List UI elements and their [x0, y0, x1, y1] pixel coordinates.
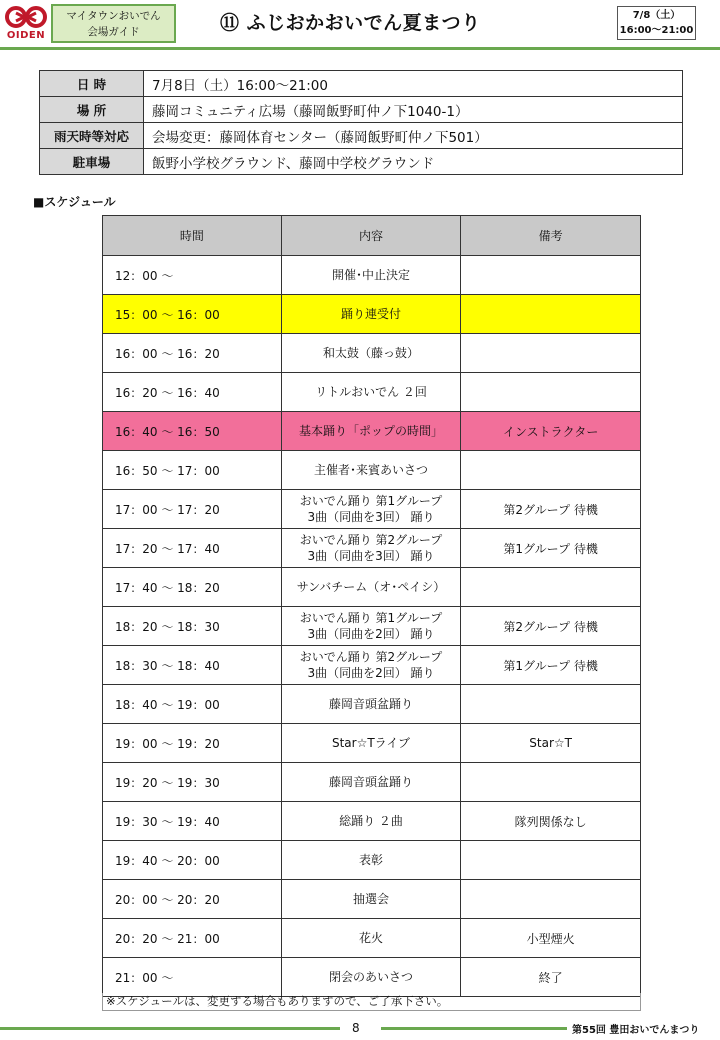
schedule-content [281, 685, 461, 724]
info-value: 会場変更：藤岡体育センター（藤岡飯野町仲ノ下501） [144, 123, 683, 149]
schedule-content-line: 踊り連受付 [340, 307, 401, 321]
schedule-row [103, 334, 641, 373]
header-content: 内容 [281, 216, 461, 256]
schedule-note [461, 295, 641, 334]
schedule-content-line: 藤岡音頭盆踊り [328, 697, 413, 711]
schedule-row [103, 451, 641, 490]
schedule-content [281, 841, 461, 880]
schedule-content [281, 568, 461, 607]
venue-guide-label [51, 4, 176, 43]
schedule-row [103, 958, 641, 997]
schedule-content [281, 724, 461, 763]
guide-line-1: マイタウンおいでん [66, 10, 161, 22]
schedule-row [103, 880, 641, 919]
schedule-header-row [103, 216, 641, 256]
schedule-note: 第1グループ 待機 [461, 646, 641, 685]
footer-title: 第55回 豊田おいでんまつり [572, 1025, 700, 1036]
schedule-time: 16：50 〜 17：00 [103, 451, 282, 490]
event-date-box [617, 6, 696, 40]
info-label: 駐車場 [40, 149, 144, 175]
info-value: 藤岡コミュニティ広場（藤岡飯野町仲ノ下1040-1） [144, 97, 683, 123]
schedule-content [281, 451, 461, 490]
schedule-content-line: 総踊り ２曲 [339, 814, 403, 828]
schedule-note [461, 763, 641, 802]
schedule-row [103, 568, 641, 607]
schedule-time: 20：00 〜 20：20 [103, 880, 282, 919]
schedule-time: 19：30 〜 19：40 [103, 802, 282, 841]
schedule-content-line: サンバチーム（オ･ペイシ） [296, 580, 446, 594]
schedule-row [103, 724, 641, 763]
schedule-content-line: 花火 [358, 931, 383, 945]
schedule-note: インストラクター [461, 412, 641, 451]
schedule-row [103, 802, 641, 841]
schedule-row [103, 373, 641, 412]
schedule-note [461, 256, 641, 295]
schedule-content-line: 主催者･来賓あいさつ [313, 463, 428, 477]
schedule-content-line: 基本踊り「ポップの時間」 [298, 424, 443, 438]
footer-divider-right [381, 1027, 567, 1030]
page-number: 8 [352, 1021, 360, 1035]
schedule-time: 17：40 〜 18：20 [103, 568, 282, 607]
schedule-row [103, 607, 641, 646]
schedule-content-line: 3曲（同曲を2回） 踊り [307, 666, 435, 680]
schedule-content [281, 256, 461, 295]
schedule-row [103, 412, 641, 451]
schedule-note [461, 880, 641, 919]
schedule-time: 17：20 〜 17：40 [103, 529, 282, 568]
info-label: 日 時 [40, 71, 144, 97]
schedule-note: 終了 [461, 958, 641, 997]
schedule-time: 19：00 〜 19：20 [103, 724, 282, 763]
schedule-row [103, 919, 641, 958]
schedule-content-line: 表彰 [358, 853, 383, 867]
schedule-row [103, 646, 641, 685]
schedule-content-line: リトルおいでん ２回 [315, 385, 427, 399]
info-row [40, 71, 683, 97]
schedule-time: 16：40 〜 16：50 [103, 412, 282, 451]
schedule-content-line: 3曲（同曲を3回） 踊り [307, 549, 435, 563]
schedule-row [103, 685, 641, 724]
schedule-time: 18：20 〜 18：30 [103, 607, 282, 646]
schedule-note: 第2グループ 待機 [461, 607, 641, 646]
schedule-note [461, 334, 641, 373]
event-info-table [39, 70, 683, 175]
schedule-time: 16：20 〜 16：40 [103, 373, 282, 412]
schedule-content-line: 3曲（同曲を2回） 踊り [307, 627, 435, 641]
info-label: 雨天時等対応 [40, 123, 144, 149]
schedule-note: Star☆T [461, 724, 641, 763]
footer-divider-left [0, 1027, 340, 1030]
schedule-row [103, 763, 641, 802]
header-time: 時間 [103, 216, 282, 256]
logo-text: OIDEN [6, 30, 46, 41]
schedule-content-line: おいでん踊り 第2グループ [299, 650, 443, 664]
schedule-note [461, 841, 641, 880]
schedule-time: 20：20 〜 21：00 [103, 919, 282, 958]
schedule-time: 12：00 〜 [103, 256, 282, 295]
schedule-note [461, 373, 641, 412]
info-row [40, 97, 683, 123]
schedule-content-line: おいでん踊り 第1グループ [299, 611, 443, 625]
schedule-row [103, 490, 641, 529]
schedule-content-line: Star☆Tライブ [331, 736, 410, 750]
schedule-content-line: おいでん踊り 第1グループ [299, 494, 443, 508]
info-value: 飯野小学校グラウンド、藤岡中学校グラウンド [144, 149, 683, 175]
schedule-table [102, 215, 641, 997]
schedule-row [103, 295, 641, 334]
schedule-note [461, 685, 641, 724]
schedule-time: 19：20 〜 19：30 [103, 763, 282, 802]
schedule-note: 小型煙火 [461, 919, 641, 958]
schedule-row [103, 529, 641, 568]
schedule-content [281, 295, 461, 334]
schedule-content [281, 763, 461, 802]
schedule-content [281, 802, 461, 841]
schedule-content [281, 646, 461, 685]
schedule-content [281, 529, 461, 568]
header-divider [0, 47, 720, 50]
schedule-time: 19：40 〜 20：00 [103, 841, 282, 880]
schedule-time: 17：00 〜 17：20 [103, 490, 282, 529]
schedule-content [281, 880, 461, 919]
schedule-time: 18：40 〜 19：00 [103, 685, 282, 724]
schedule-content [281, 490, 461, 529]
schedule-row [103, 841, 641, 880]
schedule-note: 第2グループ 待機 [461, 490, 641, 529]
schedule-note [461, 451, 641, 490]
schedule-content [281, 958, 461, 997]
schedule-footnote: ※スケジュールは、変更する場合もありますので、ご了承下さい。 [102, 993, 641, 1011]
schedule-note: 第1グループ 待機 [461, 529, 641, 568]
schedule-heading: ■スケジュール [33, 195, 116, 209]
info-label: 場 所 [40, 97, 144, 123]
schedule-content [281, 334, 461, 373]
schedule-content-line: 閉会のあいさつ [328, 970, 413, 984]
schedule-time: 21：00 〜 [103, 958, 282, 997]
schedule-row [103, 256, 641, 295]
schedule-content [281, 373, 461, 412]
schedule-content [281, 412, 461, 451]
schedule-content-line: おいでん踊り 第2グループ [299, 533, 443, 547]
schedule-time: 15：00 〜 16：00 [103, 295, 282, 334]
schedule-content-line: 和太鼓（藤っ鼓） [322, 346, 419, 360]
guide-line-2: 会場ガイド [87, 26, 140, 38]
schedule-content-line: 3曲（同曲を3回） 踊り [307, 510, 435, 524]
page-title: ⑪ ふじおかおいでん夏まつり [220, 12, 481, 34]
event-time: 16:00〜21:00 [619, 25, 694, 36]
header-note: 備考 [461, 216, 641, 256]
schedule-note: 隊列関係なし [461, 802, 641, 841]
info-row [40, 123, 683, 149]
schedule-content-line: 抽選会 [352, 892, 389, 906]
info-value: 7月8日（土）16:00〜21:00 [144, 71, 683, 97]
schedule-content [281, 607, 461, 646]
schedule-time: 16：00 〜 16：20 [103, 334, 282, 373]
schedule-content [281, 919, 461, 958]
schedule-time: 18：30 〜 18：40 [103, 646, 282, 685]
info-row [40, 149, 683, 175]
schedule-note [461, 568, 641, 607]
schedule-content-line: 開催･中止決定 [331, 268, 410, 282]
event-date: 7/8（土） [632, 10, 681, 21]
schedule-content-line: 藤岡音頭盆踊り [328, 775, 413, 789]
